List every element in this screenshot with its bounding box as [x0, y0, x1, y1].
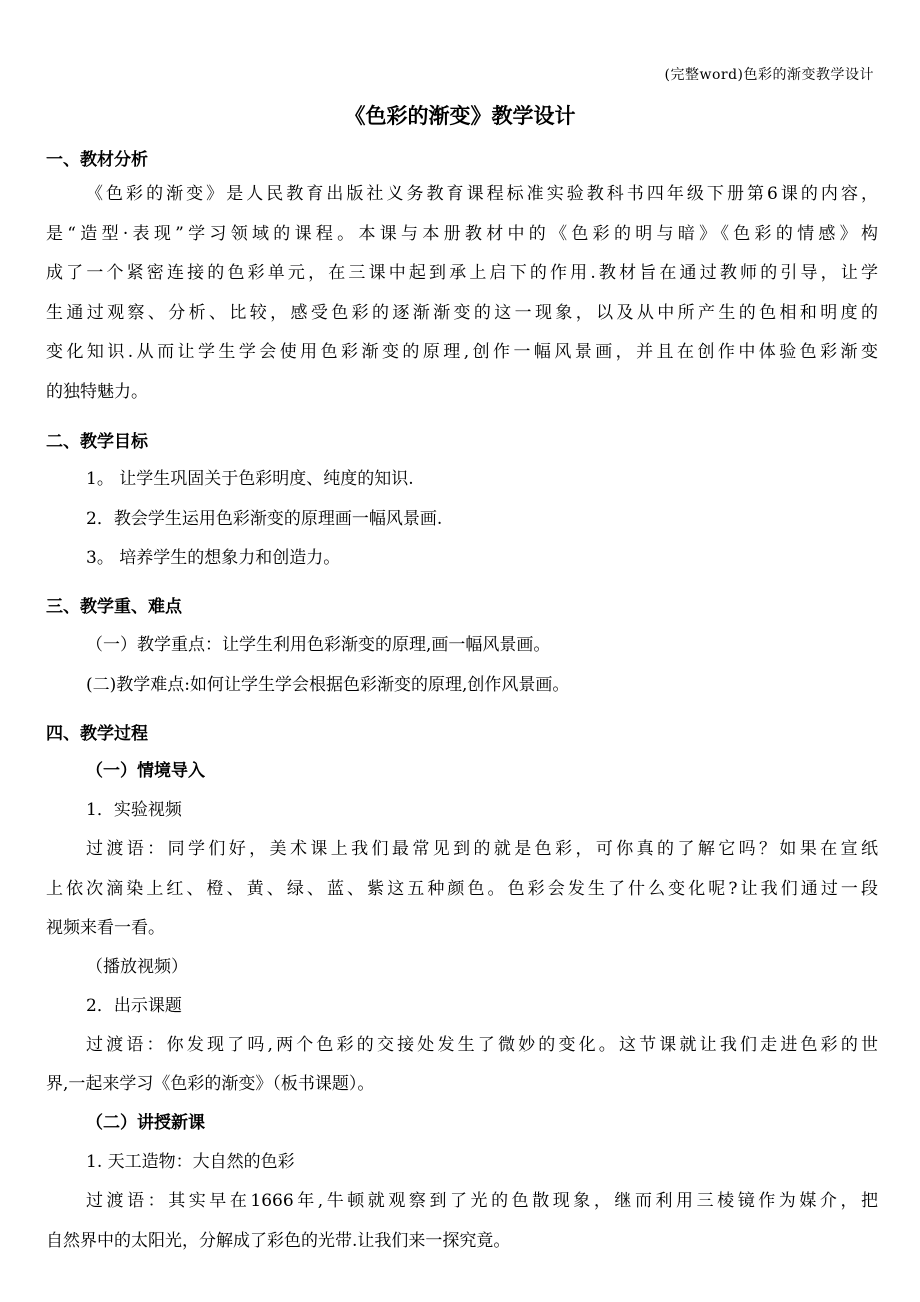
paragraph-line: 过渡语：同学们好，美术课上我们最常见到的就是色彩，可你真的了解它吗？如果在宣纸 — [86, 839, 878, 859]
list-item: 3。 培养学生的想象力和创造力。 — [86, 548, 341, 568]
item-title: 1．实验视频 — [86, 800, 182, 820]
paragraph-line: 变化知识.从而让学生学会使用色彩渐变的原理,创作一幅风景画，并且在创作中体验色彩渐变 — [46, 342, 878, 362]
list-item: (二)教学难点:如何让学生学会根据色彩渐变的原理,创作风景画。 — [86, 675, 570, 695]
item-title: 1. 天工造物：大自然的色彩 — [86, 1152, 295, 1172]
paragraph-line: 生通过观察、分析、比较，感受色彩的逐渐渐变的这一现象，以及从中所产生的色相和明度的 — [46, 303, 878, 323]
list-item: （一）教学重点：让学生利用色彩渐变的原理,画一幅风景画。 — [86, 635, 551, 655]
section-heading-1: 一、教材分析 — [46, 150, 148, 170]
paragraph-line: 是“造型·表现”学习领域的课程。本课与本册教材中的《色彩的明与暗》《色彩的情感》构 — [46, 224, 878, 244]
paragraph-line: 视频来看一看。 — [46, 918, 165, 938]
paragraph-line: 过渡语：其实早在1666年,牛顿就观察到了光的色散现象，继而利用三棱镜作为媒介，把 — [86, 1191, 878, 1211]
subsection-heading: （一）情境导入 — [86, 761, 205, 781]
paragraph-line: 界,一起来学习《色彩的渐变》（板书课题）。 — [46, 1074, 375, 1094]
section-heading-2: 二、教学目标 — [46, 432, 148, 452]
paragraph-line: 上依次滴染上红、橙、黄、绿、蓝、紫这五种颜色。色彩会发生了什么变化呢?让我们通过一段 — [46, 879, 878, 899]
subsection-heading: （二）讲授新课 — [86, 1113, 205, 1133]
list-item: 1。 让学生巩固关于色彩明度、纯度的知识. — [86, 469, 414, 489]
page-title: 《色彩的渐变》教学设计 — [344, 103, 576, 128]
header-note: (完整word)色彩的渐变教学设计 — [664, 67, 874, 83]
paragraph-line: 《色彩的渐变》是人民教育出版社义务教育课程标准实验教科书四年级下册第6课的内容， — [86, 184, 878, 204]
section-heading-3: 三、教学重、难点 — [46, 597, 182, 617]
section-heading-4: 四、教学过程 — [46, 724, 148, 744]
paragraph-line: 过渡语：你发现了吗,两个色彩的交接处发生了微妙的变化。这节课就让我们走进色彩的世 — [86, 1035, 878, 1055]
paragraph-line: 成了一个紧密连接的色彩单元，在三课中起到承上启下的作用.教材旨在通过教师的引导，让学 — [46, 263, 878, 283]
paragraph-line: 的独特魅力。 — [46, 382, 148, 402]
note-line: （播放视频） — [86, 957, 188, 977]
item-title: 2．出示课题 — [86, 996, 182, 1016]
list-item: 2．教会学生运用色彩渐变的原理画一幅风景画. — [86, 509, 443, 529]
paragraph-line: 自然界中的太阳光，分解成了彩色的光带.让我们来一探究竟。 — [46, 1231, 511, 1251]
